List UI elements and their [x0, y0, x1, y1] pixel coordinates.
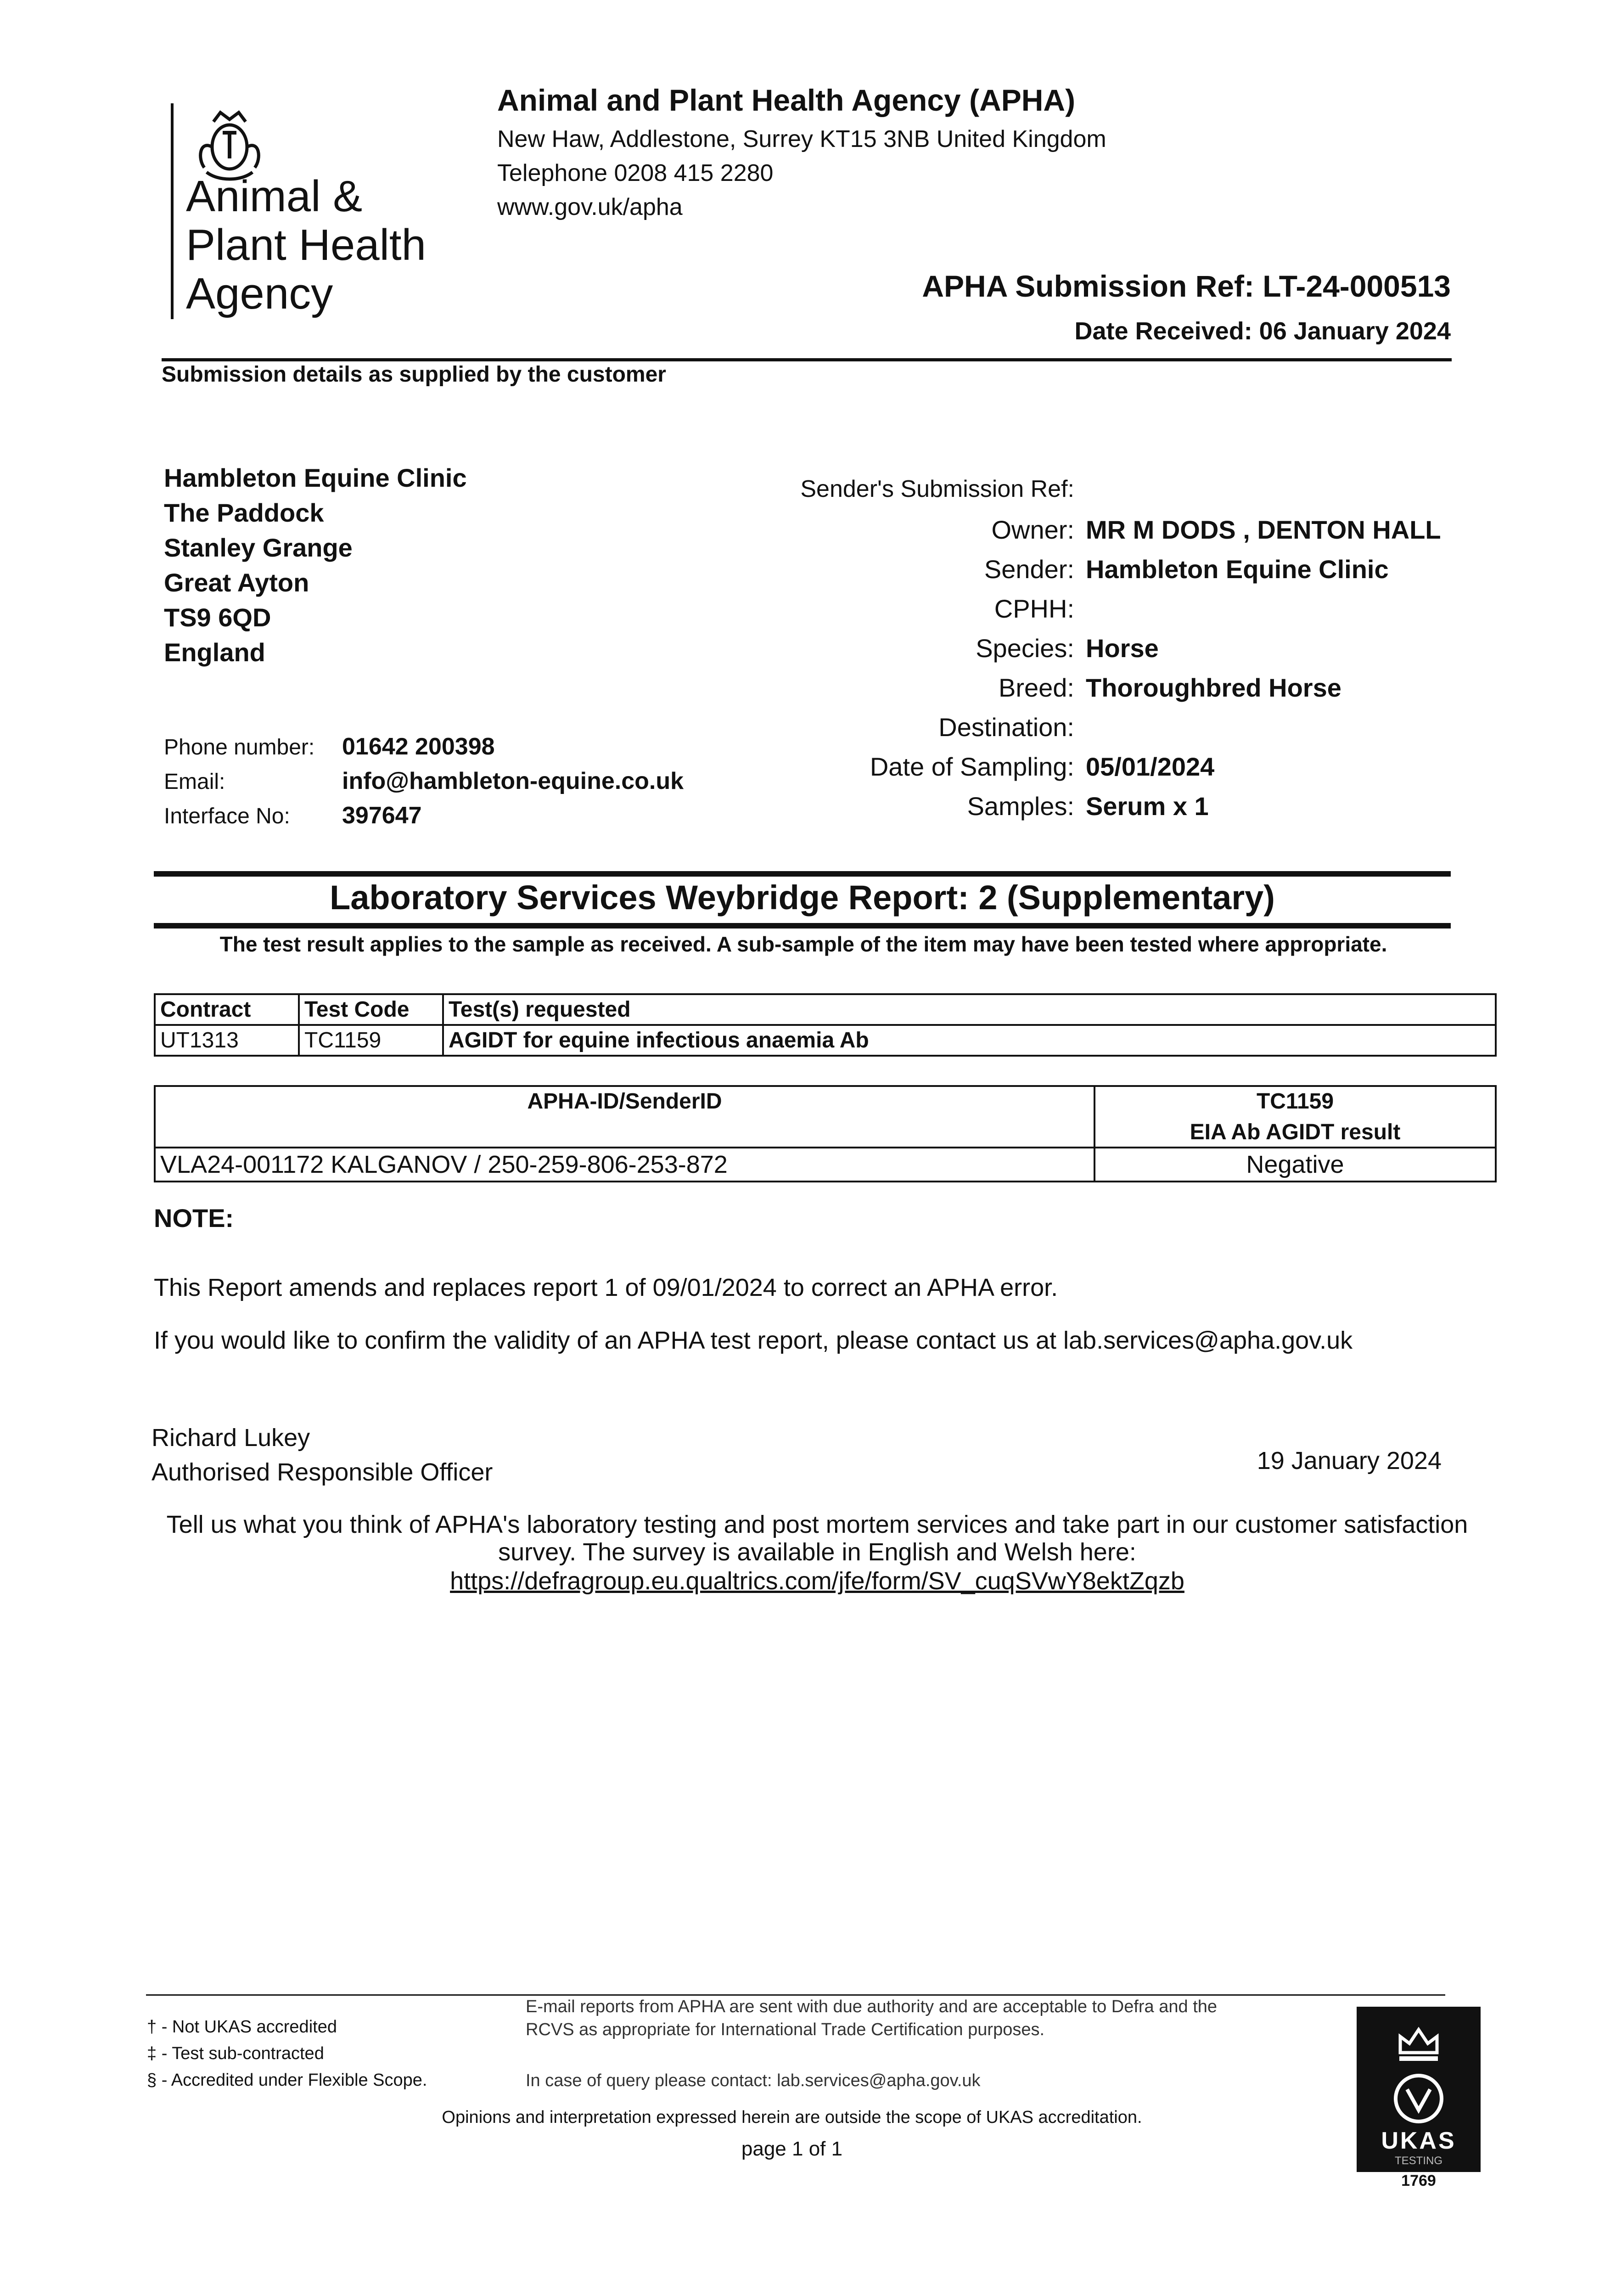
footer-legend — [147, 2014, 427, 2093]
detail-label: Destination: — [938, 713, 1074, 742]
report-disclaimer: The test result applies to the sample as received. A sub-sample of the item may have been tested where appropriate. — [219, 932, 1387, 956]
signatory-role: Authorised Responsible Officer — [152, 1458, 493, 1486]
report-rule-bottom — [154, 923, 1451, 929]
apha-id-header: APHA-ID/SenderID — [155, 1086, 1094, 1148]
logo-line-2: Plant Health — [186, 220, 426, 270]
agency-telephone: Telephone 0208 415 2280 — [497, 160, 774, 186]
agency-address: New Haw, Addlestone, Surrey KT15 3NB United Kingdom — [497, 126, 1106, 152]
detail-value: Horse — [1086, 634, 1159, 663]
result-cell: Negative — [1094, 1148, 1496, 1182]
legend-sub-contracted: ‡ - Test sub-contracted — [147, 2044, 324, 2063]
detail-value: MR M DODS , DENTON HALL — [1086, 515, 1441, 544]
report-title: Laboratory Services Weybridge Report: 2 (Supplementary) — [330, 878, 1275, 917]
footer-query-note: In case of query please contact: lab.services@apha.gov.uk — [526, 2071, 981, 2090]
footer-email-note: E-mail reports from APHA are sent with due authority and are acceptable to Defra and the RCVS as appropriate for International Trade Certification purposes. — [526, 1997, 1218, 2039]
submission-supplied-label: Submission details as supplied by the customer — [162, 362, 666, 387]
detail-value: Serum x 1 — [1086, 792, 1209, 821]
address-line: TS9 6QD — [164, 603, 271, 632]
note-amend: This Report amends and replaces report 1 of 09/01/2024 to correct an APHA error. — [154, 1274, 1058, 1301]
phone-value: 01642 200398 — [342, 733, 495, 760]
signatory-name: Richard Lukey — [152, 1424, 310, 1452]
test-requested-cell: AGIDT for equine infectious anaemia Ab — [443, 1025, 1496, 1056]
test-code-cell: TC1159 — [299, 1025, 443, 1056]
page-number: page 1 of 1 — [741, 2138, 843, 2160]
result-header — [1094, 1086, 1496, 1148]
detail-value: Thoroughbred Horse — [1086, 673, 1341, 702]
legend-flexible-scope: § - Accredited under Flexible Scope. — [147, 2071, 427, 2090]
detail-value: 05/01/2024 — [1086, 752, 1215, 781]
table-row — [155, 1148, 1496, 1182]
table-row — [155, 1025, 1496, 1056]
customer-address — [164, 461, 467, 670]
result-name-header: EIA Ab AGIDT result — [1190, 1120, 1401, 1144]
tests-table — [154, 993, 1497, 1057]
agency-name: Animal and Plant Health Agency (APHA) — [497, 83, 1076, 117]
detail-label: Sender's Submission Ref: — [800, 476, 1074, 502]
footer-opinions: Opinions and interpretation expressed herein are outside the scope of UKAS accreditation. — [442, 2108, 1142, 2127]
note-heading: NOTE: — [154, 1204, 234, 1232]
agency-logo-text — [186, 172, 426, 318]
detail-label: Breed: — [999, 673, 1074, 702]
address-line: England — [164, 638, 265, 667]
ukas-sub: TESTING — [1394, 2155, 1442, 2167]
table-header-row — [155, 1086, 1496, 1148]
interface-label: Interface No: — [164, 804, 290, 828]
ukas-label: UKAS — [1381, 2127, 1456, 2154]
email-label: Email: — [164, 770, 225, 794]
email-value[interactable]: info@hambleton-equine.co.uk — [342, 768, 684, 794]
detail-label: Sender: — [984, 555, 1074, 584]
table-header-cell: Test(s) requested — [443, 994, 1496, 1025]
contract-cell: UT1313 — [155, 1025, 299, 1056]
address-line: Stanley Grange — [164, 533, 353, 562]
address-line: The Paddock — [164, 498, 324, 527]
date-received: Date Received: 06 January 2024 — [1074, 317, 1451, 345]
address-line: Hambleton Equine Clinic — [164, 463, 467, 492]
phone-label: Phone number: — [164, 735, 315, 760]
table-header-row — [155, 994, 1496, 1025]
survey-link[interactable]: https://defragroup.eu.qualtrics.com/jfe/form/SV_cuqSVwY8ektZqzb — [450, 1567, 1184, 1595]
report-rule-top — [154, 871, 1451, 877]
submission-ref: APHA Submission Ref: LT-24-000513 — [922, 269, 1451, 303]
detail-value: Hambleton Equine Clinic — [1086, 555, 1389, 584]
ukas-number: 1769 — [1401, 2172, 1436, 2189]
legend-not-accredited: † - Not UKAS accredited — [147, 2017, 337, 2037]
note-validity: If you would like to confirm the validity of an APHA test report, please contact us at lab.services@apha.gov.uk — [154, 1327, 1353, 1354]
detail-label: Species: — [976, 634, 1074, 663]
interface-value: 397647 — [342, 802, 422, 829]
ukas-crown-icon — [1391, 2016, 1446, 2071]
logo-divider — [171, 103, 174, 319]
detail-label: CPHH: — [994, 594, 1074, 623]
results-table — [154, 1085, 1497, 1182]
detail-label: Owner: — [991, 515, 1074, 544]
address-line: Great Ayton — [164, 568, 309, 597]
apha-id-cell: VLA24-001172 KALGANOV / 250-259-806-253-872 — [155, 1148, 1094, 1182]
survey-text: Tell us what you think of APHA's laboratory testing and post mortem services and take part in our customer satisfaction survey. The survey is available in English and Welsh here: — [166, 1511, 1468, 1566]
header-rule — [162, 358, 1452, 361]
logo-line-3: Agency — [186, 269, 333, 318]
ukas-badge — [1357, 2007, 1481, 2172]
signature-date: 19 January 2024 — [1257, 1447, 1442, 1474]
table-header-cell: Contract — [155, 994, 299, 1025]
table-header-cell: Test Code — [299, 994, 443, 1025]
agency-website[interactable]: www.gov.uk/apha — [497, 194, 683, 220]
logo-line-1: Animal & — [186, 172, 363, 221]
result-code-header: TC1159 — [1256, 1089, 1334, 1114]
ukas-tick-icon — [1391, 2071, 1446, 2126]
detail-label: Samples: — [967, 792, 1074, 821]
detail-label: Date of Sampling: — [870, 752, 1074, 781]
